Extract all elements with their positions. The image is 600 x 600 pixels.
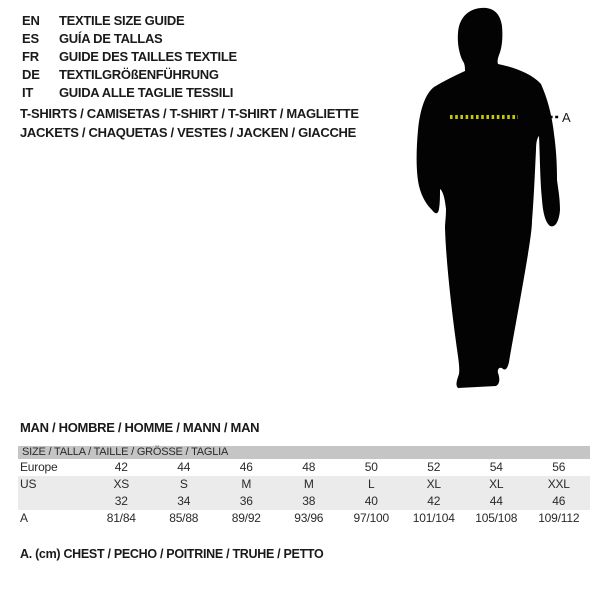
size-cell: 48 xyxy=(302,460,316,474)
size-cell: 54 xyxy=(489,460,503,474)
language-row-de xyxy=(22,66,237,84)
language-code: EN xyxy=(22,13,40,28)
language-title: GUIDA ALLE TAGLIE TESSILI xyxy=(59,85,234,100)
measurement-label-a: A xyxy=(562,110,571,125)
size-cell: 32 xyxy=(114,494,128,508)
measurement-figure xyxy=(400,0,600,400)
section-heading-man: MAN / HOMBRE / HOMME / MANN / MAN xyxy=(20,420,260,435)
size-cell: 44 xyxy=(489,494,503,508)
size-cell: 56 xyxy=(552,460,566,474)
size-cell: XXL xyxy=(547,477,570,491)
size-cell: 42 xyxy=(427,494,441,508)
size-cell: 46 xyxy=(552,494,566,508)
language-code: IT xyxy=(22,85,34,100)
product-line-jackets: JACKETS / CHAQUETAS / VESTES / JACKEN / GIACCHE xyxy=(20,125,356,140)
size-cell: 36 xyxy=(239,494,253,508)
size-cell: 85/88 xyxy=(169,511,199,525)
size-cell: 40 xyxy=(364,494,378,508)
language-title: TEXTILGRÖßENFÜHRUNG xyxy=(59,67,219,82)
size-cell: XL xyxy=(426,477,441,491)
language-code: FR xyxy=(22,49,39,64)
size-cell: 81/84 xyxy=(106,511,136,525)
language-code: DE xyxy=(22,67,40,82)
language-row-fr xyxy=(22,48,237,66)
table-row-us-numeric xyxy=(18,493,590,510)
size-cell: L xyxy=(368,477,375,491)
table-row-europe xyxy=(18,459,590,476)
language-list xyxy=(22,12,237,102)
size-cell: M xyxy=(241,477,252,491)
language-title: TEXTILE SIZE GUIDE xyxy=(59,13,185,28)
size-cell: 38 xyxy=(302,494,316,508)
row-label: A xyxy=(20,511,28,525)
size-cell: 44 xyxy=(177,460,191,474)
size-cell: 34 xyxy=(177,494,191,508)
table-row-chest-cm xyxy=(18,510,590,527)
size-cell: 101/104 xyxy=(412,511,455,525)
size-cell: 93/96 xyxy=(294,511,324,525)
language-title: GUIDE DES TAILLES TEXTILE xyxy=(59,49,237,64)
size-cell: XS xyxy=(113,477,130,491)
language-code: ES xyxy=(22,31,39,46)
size-cell: 46 xyxy=(239,460,253,474)
size-cell: 50 xyxy=(364,460,378,474)
size-cell: 52 xyxy=(427,460,441,474)
size-cell: 89/92 xyxy=(231,511,261,525)
product-line-tshirts: T-SHIRTS / CAMISETAS / T-SHIRT / T-SHIRT / MAGLIETTE xyxy=(20,106,359,121)
size-cell: 109/112 xyxy=(538,511,580,525)
language-row-es xyxy=(22,30,237,48)
language-row-it xyxy=(22,84,237,102)
size-table-header: SIZE / TALLA / TAILLE / GRÖSSE / TAGLIA xyxy=(18,446,590,459)
row-label: US xyxy=(20,477,37,491)
language-row-en xyxy=(22,12,237,30)
size-cell: M xyxy=(303,477,314,491)
man-silhouette xyxy=(417,8,560,388)
size-cell: 105/108 xyxy=(475,511,518,525)
measurement-footnote: A. (cm) CHEST / PECHO / POITRINE / TRUHE / PETTO xyxy=(20,547,324,561)
size-cell: S xyxy=(179,477,188,491)
size-cell: 97/100 xyxy=(353,511,389,525)
size-cell: 42 xyxy=(114,460,128,474)
row-label xyxy=(18,493,90,510)
size-table xyxy=(18,446,590,527)
row-label: Europe xyxy=(20,460,58,474)
size-cell: XL xyxy=(489,477,504,491)
table-row-us-letter xyxy=(18,476,590,493)
product-types xyxy=(20,104,359,142)
language-title: GUÍA DE TALLAS xyxy=(59,31,163,46)
